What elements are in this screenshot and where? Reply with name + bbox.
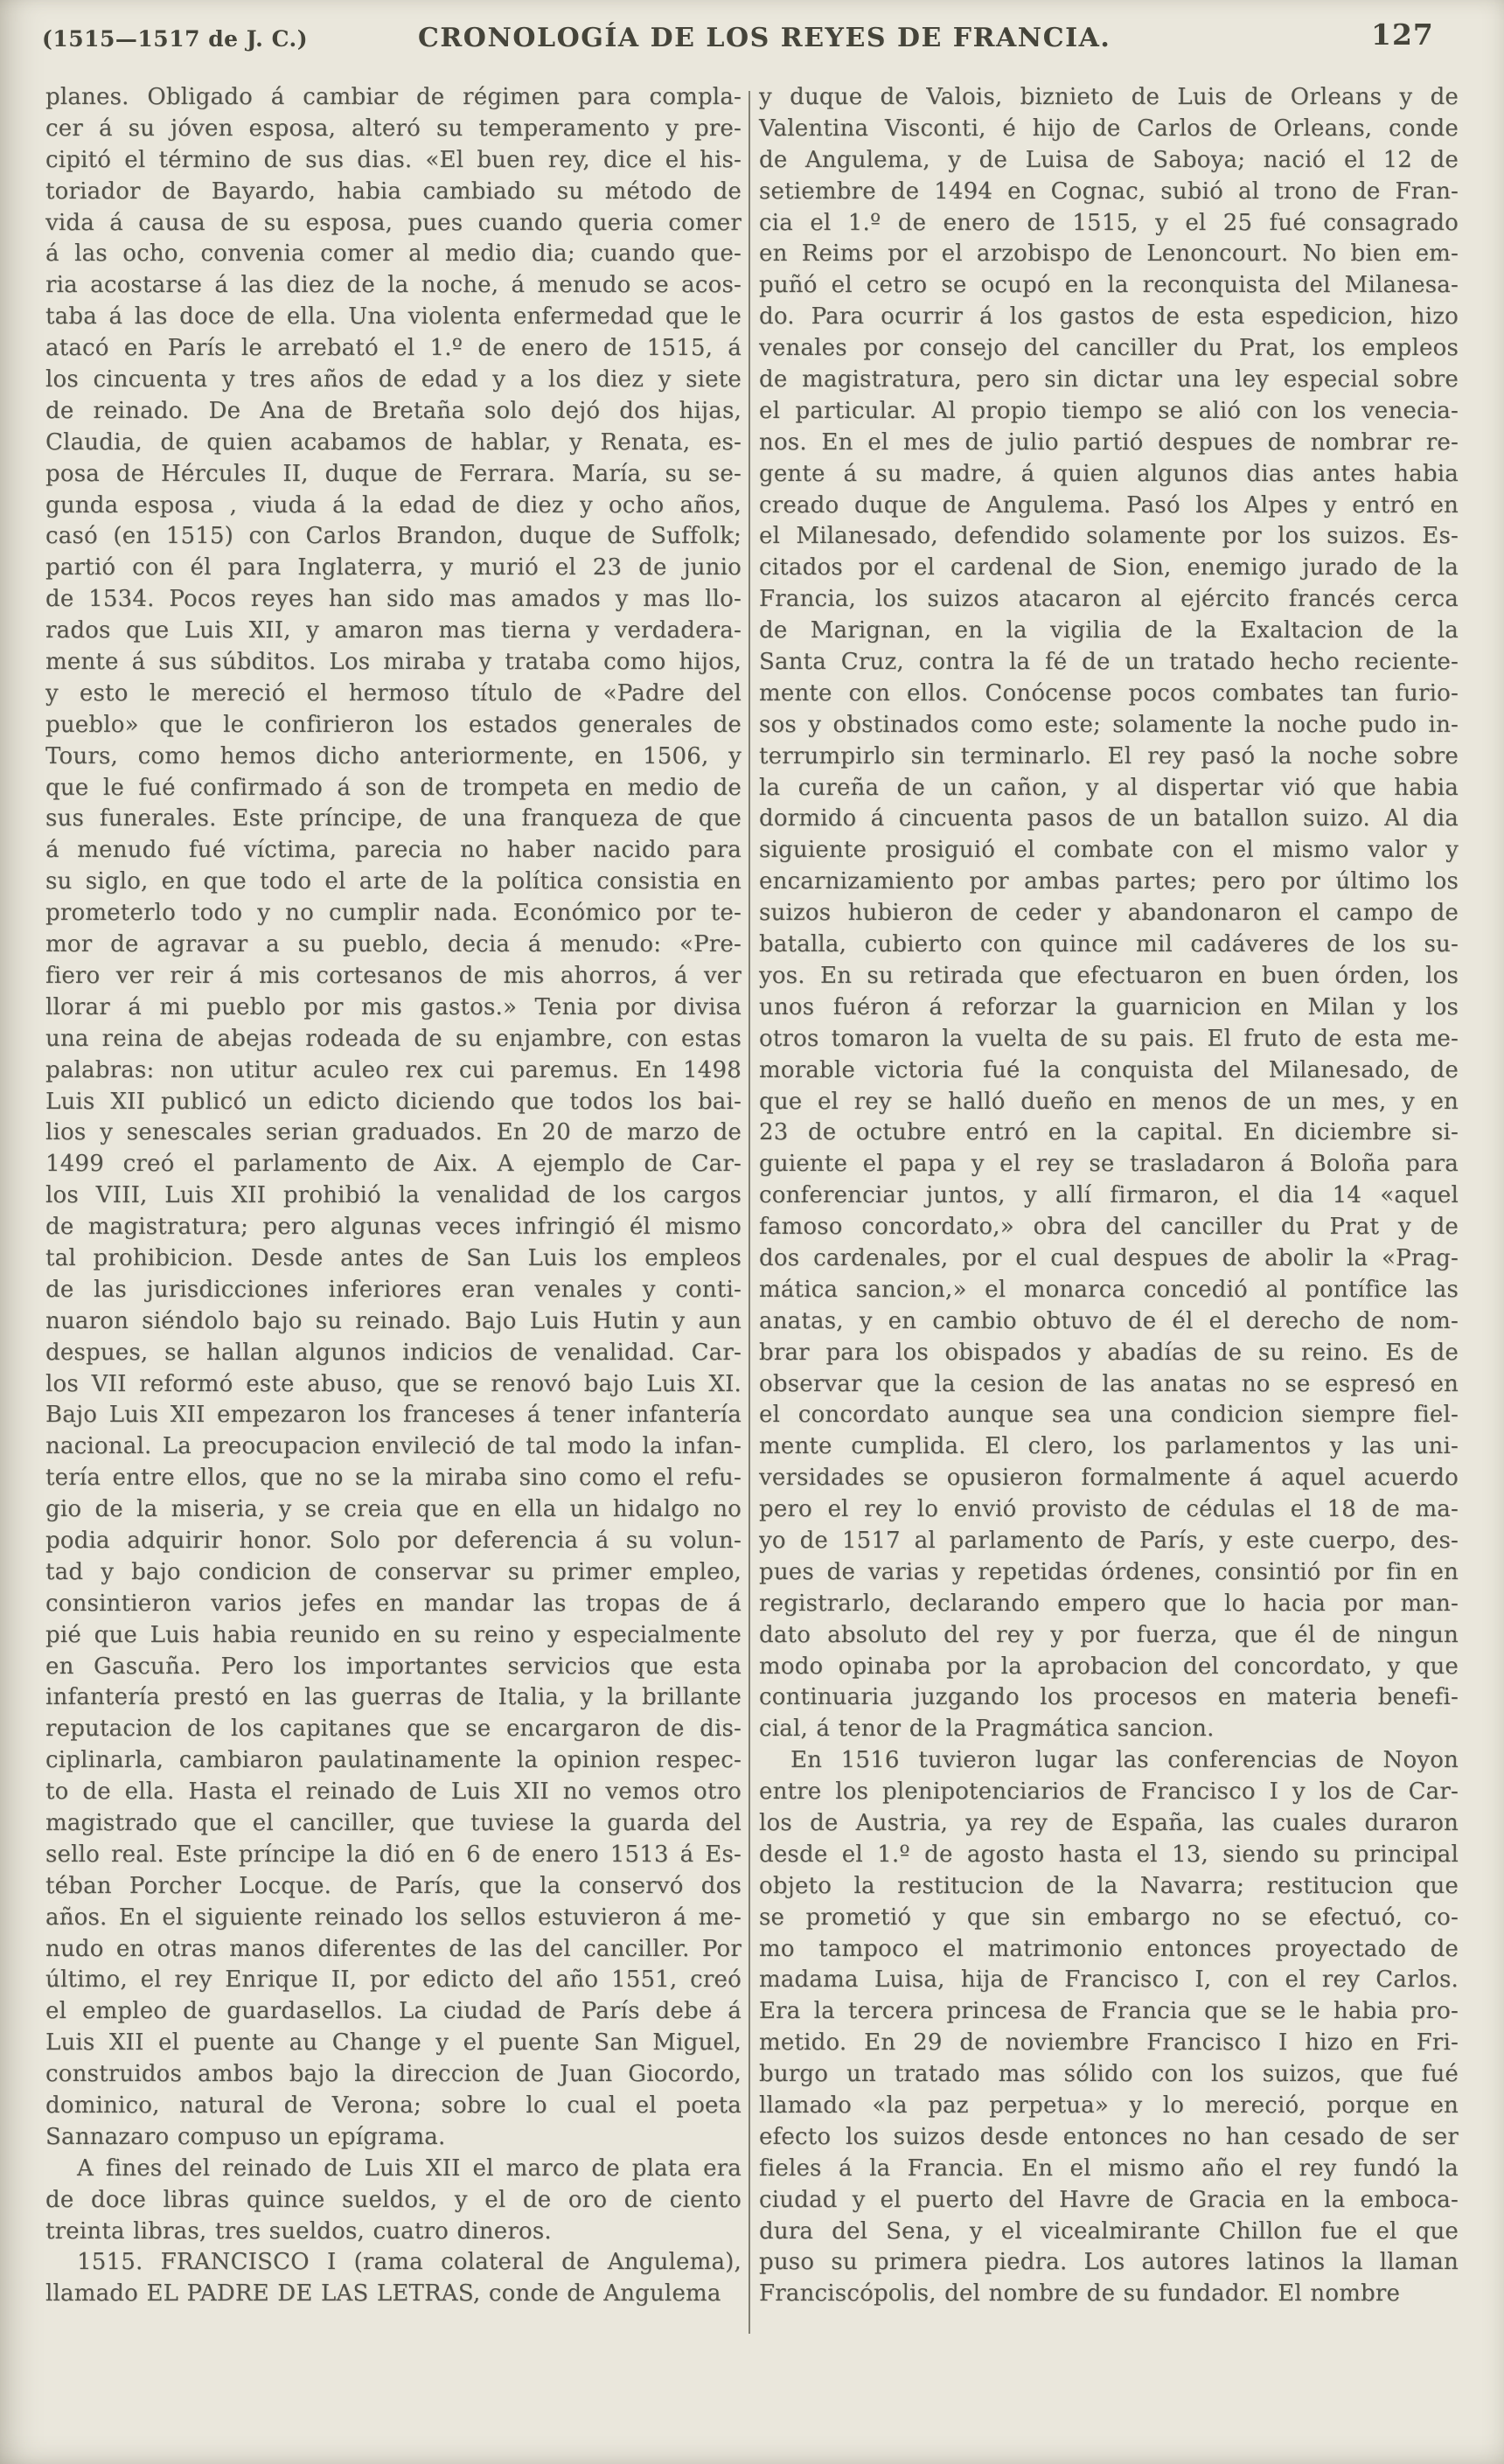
text-line: venales por consejo del canciller du Prat, los empleos xyxy=(759,335,1459,362)
text-line: entre los plenipotenciarios de Francisco I y los de Car- xyxy=(759,1778,1459,1806)
text-line: cipitó el término de sus dias. «El buen rey, dice el his- xyxy=(45,146,742,173)
text-line: en Reims por el arzobispo de Lenoncourt. No bien em- xyxy=(759,240,1459,268)
text-line: á las ocho, convenia comer al medio dia; cuando que- xyxy=(45,240,742,268)
text-line: gio de la miseria, y se creia que en ella un hidalgo no xyxy=(45,1496,742,1523)
text-line: Sannazaro compuso un epígrama. xyxy=(45,2123,446,2150)
text-line: dura del Sena, y el vicealmirante Chillon fue el que xyxy=(759,2217,1459,2245)
text-line: dormido á cincuenta pasos de un batallon suizo. Al dia xyxy=(759,805,1459,832)
text-line: infantería prestó en las guerras de Italia, y la brillante xyxy=(45,1684,742,1711)
text-line: planes. Obligado á cambiar de régimen para compla- xyxy=(45,84,742,110)
text-line: Franciscópolis, del nombre de su fundador. El nombre xyxy=(759,2280,1401,2307)
text-line: de 1534. Pocos reyes han sido mas amados y mas llo- xyxy=(45,586,742,613)
text-line: registrarlo, declarando empero que lo hacia por man- xyxy=(759,1590,1459,1617)
text-line: guiente el papa y el rey se trasladaron á Boloña para xyxy=(759,1151,1459,1178)
running-title: CRONOLOGÍA DE LOS REYES DE FRANCIA. xyxy=(418,23,1111,53)
text-line: prometerlo todo y no cumplir nada. Económico por te- xyxy=(45,900,742,927)
text-line: la cureña de un cañon, y al dispertar vió que habia xyxy=(759,774,1459,801)
text-line: que el rey se halló dueño en menos de un mes, y en xyxy=(759,1088,1459,1115)
text-line: 23 de octubre entró en la capital. En diciembre si- xyxy=(759,1119,1459,1146)
text-line: palabras: non utitur aculeo rex cui paremus. En 1498 xyxy=(45,1056,742,1083)
text-line: brar para los obispados y abadías de su reino. Es de xyxy=(759,1339,1459,1366)
text-line: construidos ambos bajo la direccion de Juan Giocordo, xyxy=(45,2061,742,2088)
page-number: 127 xyxy=(1371,17,1434,52)
text-line: magistrado que el canciller, que tuviese la guarda del xyxy=(45,1809,742,1836)
text-line: famoso concordato,» obra del canciller du Prat y de xyxy=(759,1214,1459,1241)
text-line: yos. En su retirada que efectuaron en buen órden, los xyxy=(759,962,1459,989)
text-line: encarnizamiento por ambas partes; pero por último los xyxy=(759,868,1459,895)
text-line: de magistratura; pero algunas veces infringió él mismo xyxy=(45,1214,742,1241)
text-line: vida á causa de su esposa, pues cuando queria comer xyxy=(45,209,742,236)
text-line: continuaria juzgando los procesos en materia benefi- xyxy=(759,1684,1459,1711)
text-line: siguiente prosiguió el combate con el mismo valor y xyxy=(759,837,1459,864)
text-line: mente con ellos. Conócense pocos combates tan furio- xyxy=(759,679,1459,706)
text-line: llamado EL PADRE DE LAS LETRAS, conde de Angulema xyxy=(45,2280,721,2307)
paragraph xyxy=(45,2154,742,2248)
text-line: despues, se hallan algunos indicios de venalidad. Car- xyxy=(45,1339,742,1366)
text-line: pero el rey lo envió provisto de cédulas el 18 de ma- xyxy=(759,1496,1459,1523)
text-line: en Gascuña. Pero los importantes servicios que esta xyxy=(45,1653,742,1680)
text-line: dato absoluto del rey y por fuerza, que él de ningun xyxy=(759,1621,1459,1648)
text-line: de reinado. De Ana de Bretaña solo dejó dos hijas, xyxy=(45,397,742,424)
text-line: rados que Luis XII, y amaron mas tierna y verdadera- xyxy=(45,617,742,644)
text-line: el concordato aunque sea una condicion siempre fiel- xyxy=(759,1402,1459,1429)
text-line: los cincuenta y tres años de edad y a los diez y siete xyxy=(45,366,742,393)
text-line: Francia, los suizos atacaron al ejército francés cerca xyxy=(759,586,1459,613)
text-line: de Marignan, en la vigilia de la Exaltacion de la xyxy=(759,617,1459,644)
text-line: 1499 creó el parlamento de Aix. A ejemplo de Car- xyxy=(45,1151,742,1178)
text-line: Era la tercera princesa de Francia que se le habia pro- xyxy=(759,1998,1459,2025)
text-line: de las jurisdicciones inferiores eran venales y conti- xyxy=(45,1276,742,1303)
text-line: burgo un tratado mas sólido con los suizos, que fué xyxy=(759,2061,1459,2088)
text-line: los de Austria, ya rey de España, las cuales duraron xyxy=(759,1809,1459,1836)
paragraph xyxy=(45,82,742,2154)
text-line: 1515. FRANCISCO I (rama colateral de Angulema), xyxy=(77,2249,742,2276)
text-line: puso su primera piedra. Los autores latinos la llaman xyxy=(759,2249,1459,2276)
text-line: de doce libras quince sueldos, y el de oro de ciento xyxy=(45,2186,742,2213)
text-line: ria acostarse á las diez de la noche, á menudo se acos- xyxy=(45,272,742,299)
text-line: Tours, como hemos dicho anteriormente, en 1506, y xyxy=(45,742,742,769)
text-line: nuaron siéndolo bajo su reinado. Bajo Luis Hutin y aun xyxy=(45,1307,742,1334)
text-line: Santa Cruz, contra la fé de un tratado hecho reciente- xyxy=(759,649,1459,676)
text-line: una reina de abejas rodeada de su enjambre, con estas xyxy=(45,1025,742,1052)
text-line: pié que Luis habia reunido en su reino y especialmente xyxy=(45,1621,742,1648)
text-line: suizos hubieron de ceder y abandonaron el campo de xyxy=(759,900,1459,927)
text-line: desde el 1.º de agosto hasta el 13, siendo su principal xyxy=(759,1841,1459,1868)
paragraph xyxy=(759,1745,1459,2310)
text-line: mor de agravar a su pueblo, decia á menudo: «Pre- xyxy=(45,931,742,958)
text-line: pueblo» que le confirieron los estados generales de xyxy=(45,711,742,738)
text-line: llamado «la paz perpetua» y lo mereció, porque en xyxy=(759,2092,1459,2119)
text-line: podia adquirir honor. Solo por deferencia á su volun- xyxy=(45,1527,742,1554)
text-line: los VIII, Luis XII prohibió la venalidad de los cargos xyxy=(45,1182,742,1209)
text-line: A fines del reinado de Luis XII el marco de plata era xyxy=(77,2154,742,2182)
text-line: morable victoria fué la conquista del Milanesado, de xyxy=(759,1056,1459,1083)
right-text-column xyxy=(759,82,1459,2310)
text-line: posa de Hércules II, duque de Ferrara. María, su se- xyxy=(45,460,742,487)
text-line: unos fuéron á reforzar la guarnicion en Milan y los xyxy=(759,993,1459,1020)
text-line: tad y bajo condicion de conservar su primer empleo, xyxy=(45,1558,742,1585)
text-line: fiero ver reir á mis cortesanos de mis ahorros, á ver xyxy=(45,962,742,989)
text-line: partió con él para Inglaterra, y murió el 23 de junio xyxy=(45,554,742,581)
text-line: cer á su jóven esposa, alteró su temperamento y pre- xyxy=(45,115,742,142)
text-line: á menudo fué víctima, parecia no haber nacido para xyxy=(45,837,742,864)
text-line: llorar á mi pueblo por mis gastos.» Tenia por divisa xyxy=(45,993,742,1020)
text-line: pues de varias y repetidas órdenes, consintió por fin en xyxy=(759,1558,1459,1585)
text-line: último, el rey Enrique II, por edicto del año 1551, creó xyxy=(45,1966,742,1994)
text-line: el empleo de guardasellos. La ciudad de París debe á xyxy=(45,1998,742,2025)
text-line: y esto le mereció el hermoso título de «Padre del xyxy=(45,679,742,706)
text-line: objeto la restitucion de la Navarra; restitucion que xyxy=(759,1872,1459,1899)
text-line: consintieron varios jefes en mandar las tropas de á xyxy=(45,1590,742,1617)
text-line: setiembre de 1494 en Cognac, subió al trono de Fran- xyxy=(759,177,1459,205)
text-line: batalla, cubierto con quince mil cadáveres de los su- xyxy=(759,931,1459,958)
text-line: terrumpirlo sin terminarlo. El rey pasó la noche sobre xyxy=(759,742,1459,769)
text-line: modo opinaba por la aprobacion del concordato, y que xyxy=(759,1653,1459,1680)
text-line: nacional. La preocupacion envileció de tal modo la infan- xyxy=(45,1433,742,1460)
text-line: reputacion de los capitanes que se encargaron de dis- xyxy=(45,1716,742,1743)
text-line: creado duque de Angulema. Pasó los Alpes y entró en xyxy=(759,491,1459,519)
text-line: conferenciar juntos, y allí firmaron, el dia 14 «aquel xyxy=(759,1182,1459,1209)
text-line: el Milanesado, defendido solamente por los suizos. Es- xyxy=(759,523,1459,550)
text-line: mo tampoco el matrimonio entonces proyectado de xyxy=(759,1935,1459,1962)
text-line: dos cardenales, por el cual despues de abolir la «Prag- xyxy=(759,1244,1459,1271)
text-line: observar que la cesion de las anatas no se espresó en xyxy=(759,1370,1459,1397)
text-line: casó (en 1515) con Carlos Brandon, duque de Suffolk; xyxy=(45,523,742,550)
text-line: treinta libras, tres sueldos, cuatro dineros. xyxy=(45,2217,552,2245)
text-line: atacó en París le arrebató el 1.º de enero de 1515, á xyxy=(45,335,742,362)
text-line: que le fué confirmado á son de trompeta en medio de xyxy=(45,774,742,801)
text-line: anatas, y en cambio obtuvo de él el derecho de nom- xyxy=(759,1307,1459,1334)
text-line: mática sancion,» el monarca concedió al pontífice las xyxy=(759,1276,1459,1303)
text-line: Luis XII el puente au Change y el puente San Miguel, xyxy=(45,2029,742,2057)
text-line: años. En el siguiente reinado los sellos estuvieron á me- xyxy=(45,1904,742,1931)
text-line: ciudad y el puerto del Havre de Gracia en la emboca- xyxy=(759,2186,1459,2213)
text-line: mente cumplida. El clero, los parlamentos y las uni- xyxy=(759,1433,1459,1460)
text-line: se prometió y que sin embargo no se efectuó, co- xyxy=(759,1904,1459,1931)
text-line: madama Luisa, hija de Francisco I, con el rey Carlos. xyxy=(759,1966,1459,1994)
text-line: do. Para ocurrir á los gastos de esta espedicion, hizo xyxy=(759,303,1459,331)
text-line: otros tomaron la vuelta de su pais. El fruto de esta me- xyxy=(759,1025,1459,1052)
text-line: fieles á la Francia. En el mismo año el rey fundó la xyxy=(759,2154,1459,2182)
header-date-range: (1515—1517 de J. C.) xyxy=(42,26,309,52)
text-line: efecto los suizos desde entonces no han cesado de ser xyxy=(759,2123,1459,2150)
left-text-column xyxy=(45,82,742,2310)
text-line: lios y senescales serian graduados. En 20 de marzo de xyxy=(45,1119,742,1146)
text-line: Luis XII publicó un edicto diciendo que todos los bai- xyxy=(45,1088,742,1115)
text-line: de Angulema, y de Luisa de Saboya; nació el 12 de xyxy=(759,146,1459,173)
text-line: tería entre ellos, que no se la miraba sino como el refu- xyxy=(45,1465,742,1492)
text-line: tal prohibicion. Desde antes de San Luis los empleos xyxy=(45,1244,742,1271)
text-line: sello real. Este príncipe la dió en 6 de enero 1513 á Es- xyxy=(45,1841,742,1868)
text-line: sos y obstinados como este; solamente la noche pudo in- xyxy=(759,711,1459,738)
text-line: sus funerales. Este príncipe, de una franqueza de que xyxy=(45,805,742,832)
text-line: téban Porcher Locque. de París, que la conservó dos xyxy=(45,1872,742,1899)
text-line: los VII reformó este abuso, que se renovó bajo Luis XI. xyxy=(45,1370,742,1397)
column-divider-rule xyxy=(749,91,750,2334)
text-line: puñó el cetro se ocupó en la reconquista del Milanesa- xyxy=(759,272,1459,299)
text-line: versidades se opusieron formalmente á aquel acuerdo xyxy=(759,1465,1459,1492)
paragraph xyxy=(45,2247,742,2310)
text-line: taba á las doce de ella. Una violenta enfermedad que le xyxy=(45,303,742,331)
text-line: toriador de Bayardo, habia cambiado su método de xyxy=(45,177,742,205)
text-line: de magistratura, pero sin dictar una ley especial sobre xyxy=(759,366,1459,393)
text-line: metido. En 29 de noviembre Francisco I hizo en Fri- xyxy=(759,2029,1459,2057)
text-line: gunda esposa , viuda á la edad de diez y ocho años, xyxy=(45,491,742,519)
text-line: gente á su madre, á quien algunos dias antes habia xyxy=(759,460,1459,487)
text-line: cia el 1.º de enero de 1515, y el 25 fué consagrado xyxy=(759,209,1459,236)
text-line: dominico, natural de Verona; sobre lo cual el poeta xyxy=(45,2092,742,2119)
text-line: ciplinarla, cambiaron paulatinamente la opinion respec- xyxy=(45,1747,742,1774)
paragraph xyxy=(759,82,1459,1745)
text-line: Bajo Luis XII empezaron los franceses á tener infantería xyxy=(45,1402,742,1429)
text-line: mente á sus súbditos. Los miraba y trataba como hijos, xyxy=(45,649,742,676)
text-line: el particular. Al propio tiempo se alió con los venecia- xyxy=(759,397,1459,424)
text-line: y duque de Valois, biznieto de Luis de Orleans y de xyxy=(759,84,1459,110)
text-line: su siglo, en que todo el arte de la política consistia en xyxy=(45,868,742,895)
text-line: yo de 1517 al parlamento de París, y este cuerpo, des- xyxy=(759,1527,1459,1554)
text-line: Claudia, de quien acabamos de hablar, y Renata, es- xyxy=(45,428,742,456)
text-line: En 1516 tuvieron lugar las conferencias de Noyon xyxy=(790,1747,1459,1774)
text-line: citados por el cardenal de Sion, enemigo jurado de la xyxy=(759,554,1459,581)
text-line: Valentina Visconti, é hijo de Carlos de Orleans, conde xyxy=(759,115,1459,142)
text-line: cial, á tenor de la Pragmática sancion. xyxy=(759,1716,1215,1743)
text-line: nos. En el mes de julio partió despues de nombrar re- xyxy=(759,428,1459,456)
text-line: to de ella. Hasta el reinado de Luis XII no vemos otro xyxy=(45,1778,742,1806)
text-line: nudo en otras manos diferentes de las del canciller. Por xyxy=(45,1935,742,1962)
